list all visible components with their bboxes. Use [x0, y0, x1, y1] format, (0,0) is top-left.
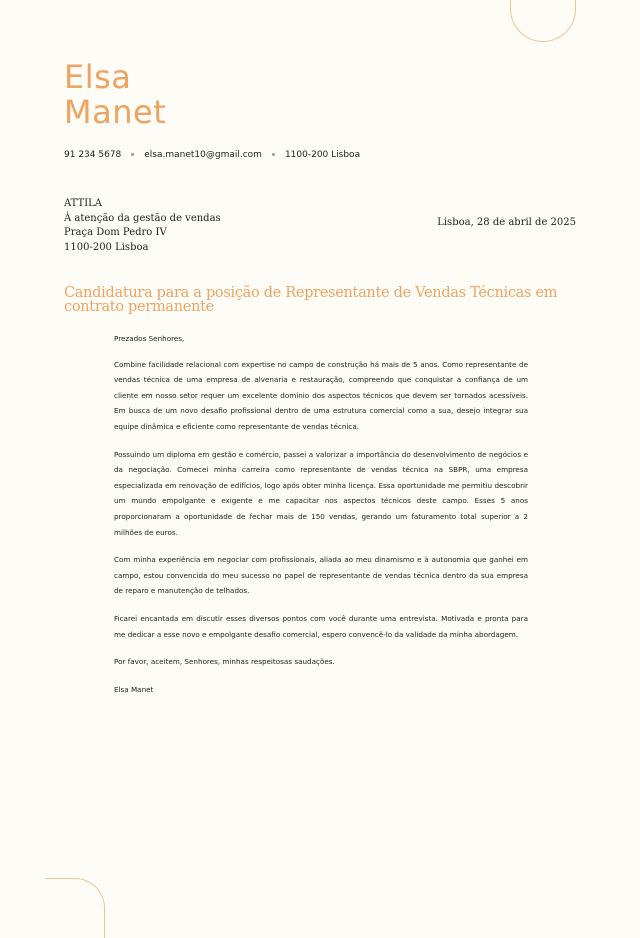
- sender-phone: 91 234 5678: [64, 150, 122, 160]
- separator-dot: [131, 153, 134, 156]
- recipient-street: Praça Dom Pedro IV: [64, 227, 167, 238]
- separator-dot: [272, 153, 275, 156]
- recipient-city: 1100-200 Lisboa: [64, 241, 149, 253]
- recipient-address: [64, 197, 221, 255]
- letter-body: [114, 331, 528, 709]
- sender-first-name: Elsa: [64, 58, 132, 96]
- letter-paragraph: Com minha experiência em negociar com profissionais, aliada ao meu dinamismo e à autonomia que ganhei em campo, estou convencida do meu sucesso no papel de representante de vendas técnica dentro da sua empresa de reparo e manutenção de telhados.: [114, 555, 528, 596]
- letter-signature: Elsa Manet: [114, 684, 154, 694]
- place-date: Lisboa, 28 de abril de 2025: [437, 217, 576, 228]
- recipient-company: ATTILA: [64, 198, 103, 209]
- sender-email: elsa.manet10@gmail.com: [144, 150, 262, 160]
- letter-paragraph: Combine facilidade relacional com expertise no campo de construção há mais de 5 anos. Como representante de vendas técnica de uma empresa de alvenaria e restauração, compreendo que conquistar a confiança de um cliente em nosso setor requer um excelente domínio dos aspectos técnicos que devem ser tornados acessíveis. Em busca de um novo desafio profissional dentro de uma estrutura comercial como a sua, desejo integrar sua equipe dinâmica e eficiente como representante de vendas técnica.: [114, 359, 528, 431]
- contact-line: [64, 150, 360, 160]
- decorative-arc-bottom: [45, 878, 105, 938]
- letter-greeting: Prezados Senhores,: [114, 334, 185, 343]
- letter-paragraph: Ficarei encantada em discutir esses diversos pontos com você durante uma entrevista. Motivada e pronta para me dedicar a esse novo e empolgante desafio comercial, espero convencê-lo da validade da minha abordagem.: [114, 613, 528, 639]
- sender-last-name: Manet: [64, 93, 167, 131]
- letter-closing: Por favor, aceitem, Senhores, minhas respeitosas saudações.: [114, 657, 335, 667]
- sender-name: [64, 60, 166, 130]
- recipient-attention: À atenção da gestão de vendas: [64, 212, 221, 224]
- decorative-arch-top: [510, 0, 576, 42]
- letter-subject: Candidatura para a posição de Representante de Vendas Técnicas em contrato permanente: [64, 285, 558, 315]
- sender-location: 1100-200 Lisboa: [284, 150, 361, 160]
- letter-paragraph: Possuindo um diploma em gestão e comércio, passei a valorizar a importância do desenvolvimento de negócios e da negociação. Comecei minha carreira como representante de vendas técnica na SBPR, uma empresa especializada em renovação de edifícios, logo após obter minha licença. Essa oportunidade me permitiu descobrir um mundo empolgante e exigente e me capacitar nos aspectos técnicos deste campo. Esses 5 anos proporcionaram a oportunidade de fechar mais de 150 vendas, gerando um faturamento total superior a 2 milhões de euros.: [114, 449, 528, 537]
